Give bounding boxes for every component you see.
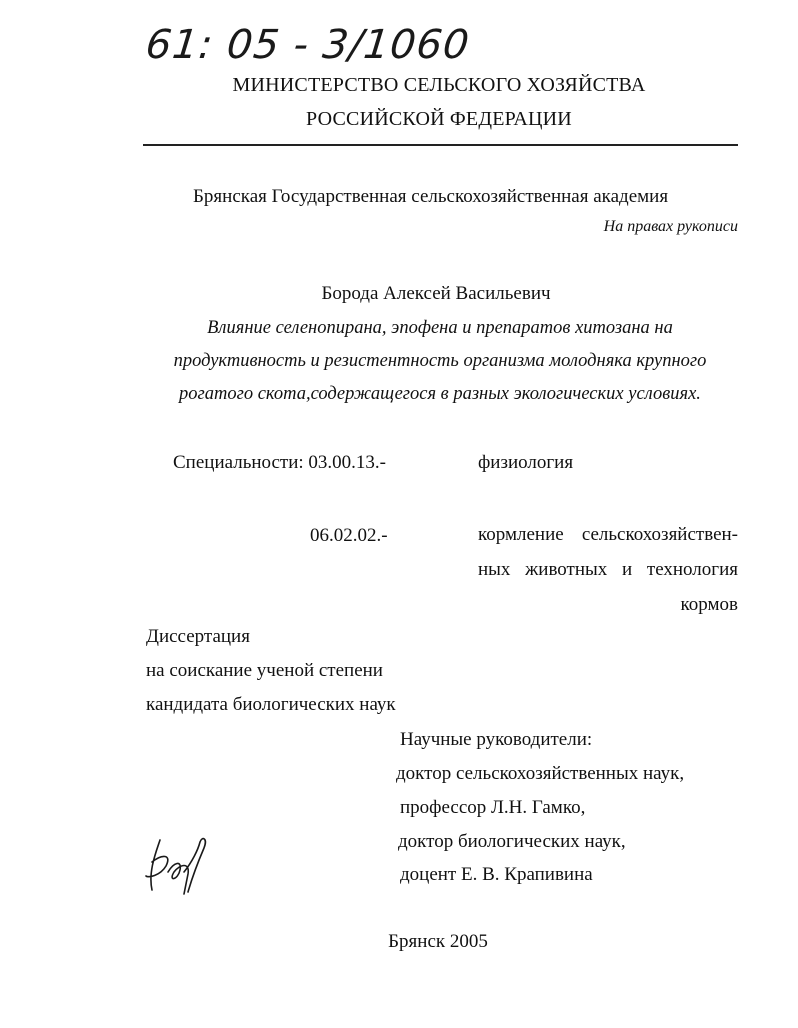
rights-note: На правах рукописи [603, 218, 738, 235]
ministry-line-2: РОССИЙСКОЙ ФЕДЕРАЦИИ [306, 108, 572, 130]
specialty-feeding [478, 517, 738, 622]
supervisors-heading: Научные руководители: [400, 729, 593, 750]
supervisor-line-2: профессор Л.Н. Гамко, [400, 797, 586, 818]
handwritten-signature [138, 832, 218, 902]
supervisor-line-4: доцент Е. В. Крапивина [400, 864, 593, 885]
ministry-line-1: МИНИСТЕРСТВО СЕЛЬСКОГО ХОЗЯЙСТВА [232, 74, 646, 96]
specialty-feeding-line-2: ных животных и технология [478, 559, 738, 580]
specialty-feeding-line-3: кормов [680, 594, 738, 615]
title-line: продуктивность и резистентность организма молодняка крупного [173, 351, 707, 371]
dissertation-line-3: кандидата биологических наук [146, 694, 396, 715]
specialty-code-2: 06.02.02.- [310, 525, 388, 546]
author-name: Борода Алексей Васильевич [321, 283, 551, 304]
title-line: рогатого скота,содержащегося в разных экологических условиях. [179, 384, 701, 404]
header-divider [143, 144, 738, 146]
dissertation-line-2: на соискание ученой степени [146, 660, 383, 681]
dissertation-line-1: Диссертация [146, 626, 250, 647]
specialty-feeding-line-1: кормление сельскохозяйствен- [478, 524, 738, 545]
supervisor-line-1: доктор сельскохозяйственных наук, [396, 763, 685, 784]
specialties-label: Специальности: 03.00.13.- [173, 452, 387, 473]
title-line: Влияние селенопирана, эпофена и препаратов хитозана на [207, 318, 673, 338]
specialty-physiology: физиология [478, 452, 574, 473]
academy-name: Брянская Государственная сельскохозяйственная академия [193, 186, 669, 207]
city-year: Брянск 2005 [388, 931, 488, 952]
archive-code-handwritten: 61: 05 - 3/1060 [143, 22, 472, 68]
dissertation-title [140, 312, 740, 411]
supervisor-line-3: доктор биологических наук, [398, 831, 626, 852]
